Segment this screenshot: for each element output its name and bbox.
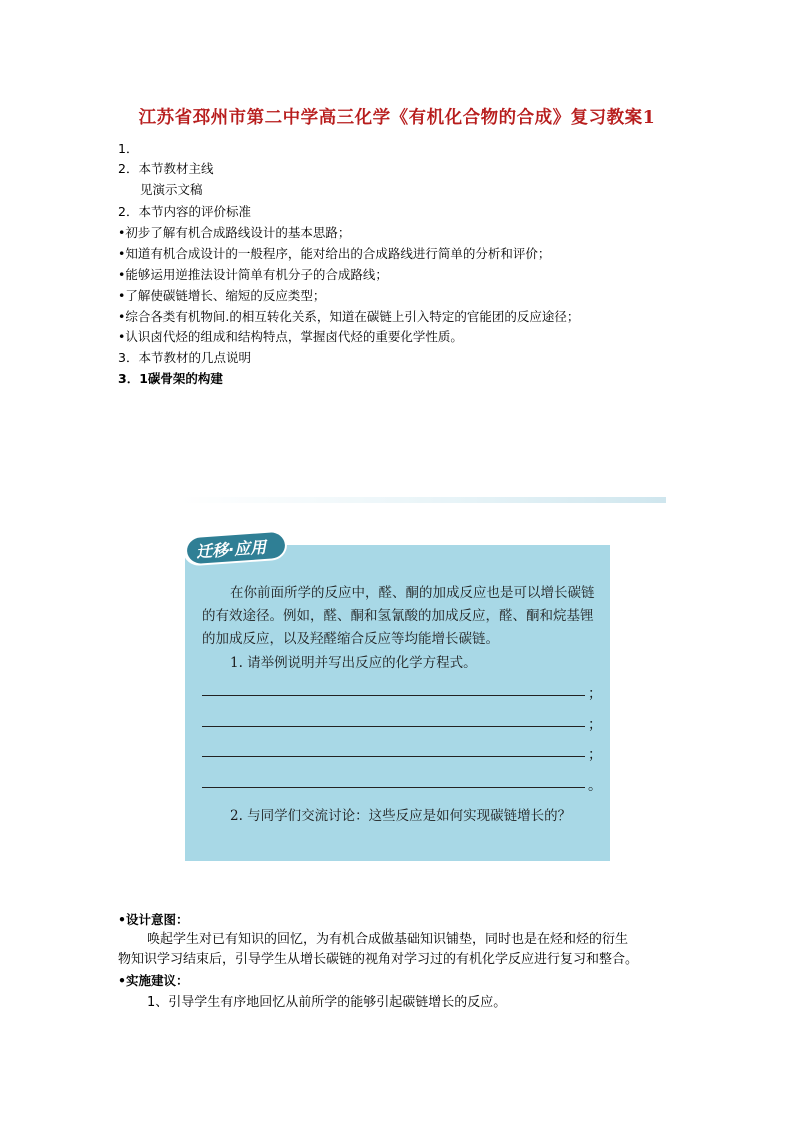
design-line: 唤起学生对已有知识的回忆，为有机合成做基础知识铺垫，同时也是在烃和烃的衍生 — [147, 932, 629, 947]
design-heading: •设计意图： — [118, 912, 189, 927]
answer-blank[interactable] — [202, 695, 585, 696]
blank-end-mark: ； — [588, 686, 602, 702]
blank-end-mark: 。 — [588, 778, 602, 794]
panel-badge: 迁移·应用 — [195, 537, 267, 562]
blank-end-mark: ； — [588, 747, 602, 763]
question-2: 2. 与同学们交流讨论：这些反应是如何实现碳链增长的？ — [230, 808, 572, 824]
criteria-bullet: •能够运用逆推法设计简单有机分子的合成路线； — [118, 267, 388, 282]
implementation-heading: •实施建议： — [118, 973, 189, 988]
criteria-bullet: •初步了解有机合成路线设计的基本思路； — [118, 225, 351, 240]
panel-paragraph-line: 在你前面所学的反应中，醛、酮的加成反应也是可以增长碳链 — [230, 585, 595, 601]
criteria-bullet: •认识卤代烃的组成和结构特点，掌握卤代烃的重要化学性质。 — [118, 329, 463, 344]
outline-item-5: 3．1碳骨架的构建 — [118, 371, 223, 386]
criteria-bullet: •知道有机合成设计的一般程序，能对给出的合成路线进行简单的分析和评价； — [118, 246, 551, 261]
answer-blank[interactable] — [202, 787, 585, 788]
panel-paragraph-line: 的加成反应，以及羟醛缩合反应等均能增长碳链。 — [202, 631, 499, 647]
criteria-bullet: •了解使碳链增长、缩短的反应类型； — [118, 288, 326, 303]
answer-blank[interactable] — [202, 756, 585, 757]
answer-blank[interactable] — [202, 726, 585, 727]
outline-item-3: 2．本节内容的评价标准 — [118, 204, 251, 219]
decorative-divider — [180, 497, 666, 503]
outline-item-4: 3．本节教材的几点说明 — [118, 350, 251, 365]
panel-paragraph-line: 的有效途径。例如，醛、酮和氢氰酸的加成反应，醛、酮和烷基锂 — [202, 608, 594, 624]
design-line: 物知识学习结束后，引导学生从增长碳链的视角对学习过的有机化学反应进行复习和整合。 — [118, 952, 639, 967]
outline-item-1: 1． — [118, 141, 139, 156]
document-title: 江苏省邳州市第二中学高三化学《有机化合物的合成》复习教案1 — [138, 108, 656, 128]
outline-item-2-sub: 见演示文稿 — [140, 182, 203, 197]
question-1: 1. 请举例说明并写出反应的化学方程式。 — [230, 655, 477, 671]
blank-end-mark: ； — [588, 717, 602, 733]
implementation-line: 1、引导学生有序地回忆从前所学的能够引起碳链增长的反应。 — [147, 995, 507, 1010]
criteria-bullet: •综合各类有机物间.的相互转化关系，知道在碳链上引入特定的官能团的反应途径； — [118, 309, 580, 324]
outline-item-2: 2．本节教材主线 — [118, 161, 214, 176]
